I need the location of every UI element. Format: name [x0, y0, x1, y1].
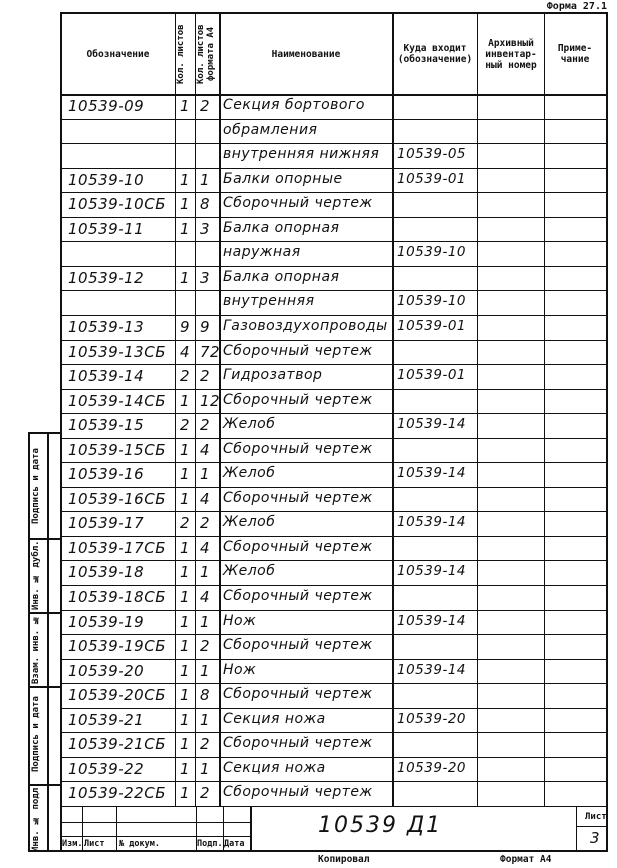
- cell-name: Сборочный чертеж: [223, 489, 373, 506]
- side-label-inv-dubl: Инв. № дубл.: [31, 540, 41, 610]
- cell-qty: 1: [180, 538, 191, 557]
- header-notes: Приме- чание: [557, 43, 593, 65]
- cell-qty: 1: [180, 489, 191, 508]
- cell-qty-a4: 1: [200, 612, 211, 631]
- cell-designation: 10539-18СБ: [68, 588, 166, 607]
- grid-line: [60, 340, 606, 341]
- cell-name: Секция ножа: [223, 710, 326, 727]
- grid-line: [60, 266, 606, 267]
- header-where-used: Куда входит (обозначение): [397, 43, 473, 65]
- grid-line: [576, 806, 577, 850]
- grid-line: [195, 12, 196, 806]
- cell-designation: 10539-17СБ: [68, 538, 166, 557]
- cell-designation: 10539-14СБ: [68, 391, 166, 410]
- cell-qty-a4: 4: [200, 489, 211, 508]
- cell-name: обрамления: [223, 121, 318, 138]
- cell-qty-a4: 2: [200, 514, 211, 533]
- cell-name: Сборочный чертеж: [223, 440, 373, 457]
- cell-name: Желоб: [223, 465, 276, 482]
- cell-name: Желоб: [223, 416, 276, 433]
- cell-designation: 10539-11: [68, 219, 145, 238]
- cell-name: Сборочный чертеж: [223, 391, 373, 408]
- grid-line: [60, 487, 606, 488]
- grid-line: [60, 757, 606, 758]
- cell-where-used: 10539-01: [397, 170, 466, 187]
- cell-where-used: 10539-01: [397, 317, 466, 334]
- grid-line: [60, 290, 606, 291]
- cell-designation: 10539-19: [68, 612, 145, 631]
- header-archive: Архивный инвентар- ный номер: [485, 37, 537, 71]
- cell-designation: 10539-10СБ: [68, 195, 166, 214]
- cell-qty: 1: [180, 563, 191, 582]
- cell-designation: 10539-13: [68, 317, 145, 336]
- tb-sign: Подп.: [197, 839, 223, 849]
- cell-qty: 1: [180, 637, 191, 656]
- cell-name: Желоб: [223, 514, 276, 531]
- cell-qty: 2: [180, 367, 191, 386]
- cell-where-used: 10539-14: [397, 661, 466, 678]
- grid-line: [60, 850, 606, 852]
- cell-name: Сборочный чертеж: [223, 588, 373, 605]
- side-label-vzam-inv: Взам. инв. №: [31, 614, 41, 684]
- tb-doc-no: № докум.: [119, 839, 160, 849]
- footer-format: Формат А4: [500, 854, 552, 865]
- form-label: Форма 27.1: [546, 1, 607, 12]
- cell-name: Газовоздухопроводы: [223, 317, 388, 334]
- cell-where-used: 10539-05: [397, 146, 466, 163]
- cell-qty: 1: [180, 440, 191, 459]
- grid-line: [60, 462, 606, 463]
- cell-designation: 10539-16СБ: [68, 489, 166, 508]
- grid-line: [48, 432, 49, 850]
- grid-line: [60, 822, 250, 823]
- cell-qty-a4: 12: [200, 391, 221, 410]
- cell-qty: 1: [180, 465, 191, 484]
- header-qty-sheets: Кол. листов: [176, 24, 186, 84]
- cell-qty-a4: 3: [200, 219, 211, 238]
- grid-line: [60, 732, 606, 733]
- cell-where-used: 10539-14: [397, 612, 466, 629]
- cell-qty: 1: [180, 735, 191, 754]
- grid-line: [606, 12, 608, 852]
- grid-line: [175, 12, 176, 806]
- cell-qty-a4: 1: [200, 710, 211, 729]
- grid-line: [60, 438, 606, 439]
- cell-name: Сборочный чертеж: [223, 735, 373, 752]
- cell-name: Сборочный чертеж: [223, 195, 373, 212]
- cell-where-used: 10539-14: [397, 563, 466, 580]
- cell-qty: 1: [180, 195, 191, 214]
- grid-line: [60, 241, 606, 242]
- cell-designation: 10539-17: [68, 514, 145, 533]
- grid-line: [60, 511, 606, 512]
- grid-line: [28, 432, 60, 434]
- cell-qty: 4: [180, 342, 191, 361]
- grid-line: [60, 12, 62, 850]
- grid-line: [60, 536, 606, 537]
- cell-qty-a4: 1: [200, 465, 211, 484]
- cell-name: Нож: [223, 661, 257, 678]
- cell-qty-a4: 2: [200, 416, 211, 435]
- cell-designation: 10539-14: [68, 367, 145, 386]
- cell-name: Секция ножа: [223, 759, 326, 776]
- cell-designation: 10539-12: [68, 268, 145, 287]
- grid-line: [60, 806, 606, 807]
- cell-qty-a4: 1: [200, 563, 211, 582]
- header-designation: Обозначение: [86, 48, 150, 60]
- grid-line: [60, 389, 606, 390]
- grid-line: [116, 806, 117, 850]
- cell-qty: 1: [180, 219, 191, 238]
- grid-line: [60, 192, 606, 193]
- grid-line: [60, 168, 606, 169]
- cell-qty: 1: [180, 759, 191, 778]
- side-label-sign-date-2: Подпись и дата: [31, 448, 41, 524]
- cell-where-used: 10539-10: [397, 293, 466, 310]
- grid-line: [60, 683, 606, 684]
- cell-qty-a4: 8: [200, 195, 211, 214]
- cell-qty-a4: 2: [200, 637, 211, 656]
- cell-qty-a4: 72: [200, 342, 221, 361]
- cell-where-used: 10539-01: [397, 367, 466, 384]
- cell-name: внутренняя нижняя: [223, 146, 380, 163]
- cell-designation: 10539-22: [68, 759, 145, 778]
- cell-qty: 1: [180, 612, 191, 631]
- side-label-inv-orig: Инв. № подл.: [31, 782, 41, 852]
- grid-line: [60, 610, 606, 611]
- cell-name: Балки опорные: [223, 170, 343, 187]
- cell-qty: 1: [180, 97, 191, 115]
- cell-qty-a4: 8: [200, 686, 211, 705]
- grid-line: [60, 315, 606, 316]
- cell-qty: 2: [180, 514, 191, 533]
- tb-sheet-label: Лист: [585, 812, 607, 822]
- cell-designation: 10539-16: [68, 465, 145, 484]
- tb-date: Дата: [224, 839, 245, 849]
- cell-designation: 10539-21: [68, 710, 145, 729]
- cell-name: Сборочный чертеж: [223, 784, 373, 801]
- cell-qty-a4: 1: [200, 661, 211, 680]
- cell-qty: 1: [180, 686, 191, 705]
- grid-line: [60, 413, 606, 414]
- grid-line: [60, 364, 606, 365]
- cell-name: Желоб: [223, 563, 276, 580]
- grid-line: [60, 119, 606, 120]
- cell-name: Сборочный чертеж: [223, 342, 373, 359]
- cell-qty: 1: [180, 170, 191, 189]
- cell-designation: 10539-09: [68, 97, 145, 115]
- cell-where-used: 10539-20: [397, 710, 466, 727]
- cell-name: Сборочный чертеж: [223, 538, 373, 555]
- cell-qty: 1: [180, 391, 191, 410]
- cell-where-used: 10539-14: [397, 514, 466, 531]
- cell-designation: 10539-18: [68, 563, 145, 582]
- cell-qty: 9: [180, 317, 191, 336]
- cell-qty: 1: [180, 661, 191, 680]
- cell-name: Секция бортового: [223, 97, 365, 113]
- header-qty-sheets-a4: Кол. листов формата А4: [196, 24, 216, 84]
- side-label-sign-date-1: Подпись и дата: [31, 696, 41, 772]
- cell-qty-a4: 2: [200, 784, 211, 803]
- sheet-number: 3: [590, 829, 601, 847]
- grid-line: [60, 143, 606, 144]
- cell-designation: 10539-13СБ: [68, 342, 166, 361]
- cell-designation: 10539-20: [68, 661, 145, 680]
- grid-line: [576, 826, 606, 827]
- cell-name: Нож: [223, 612, 257, 629]
- document-code: 10539 Д1: [318, 813, 443, 838]
- cell-qty-a4: 1: [200, 170, 211, 189]
- cell-qty-a4: 3: [200, 268, 211, 287]
- grid-line: [60, 217, 606, 218]
- grid-line: [250, 806, 252, 850]
- grid-line: [60, 659, 606, 660]
- cell-where-used: 10539-14: [397, 465, 466, 482]
- cell-designation: 10539-15: [68, 416, 145, 435]
- cell-qty-a4: 2: [200, 735, 211, 754]
- tb-izm: Изм.: [62, 839, 83, 849]
- cell-name: внутренняя: [223, 293, 315, 310]
- grid-line: [60, 781, 606, 782]
- grid-line: [544, 12, 545, 806]
- cell-qty: 2: [180, 416, 191, 435]
- cell-qty: 1: [180, 268, 191, 287]
- grid-line: [60, 585, 606, 586]
- cell-name: Балка опорная: [223, 268, 340, 285]
- cell-qty: 1: [180, 710, 191, 729]
- grid-line: [60, 836, 250, 837]
- cell-name: Сборочный чертеж: [223, 686, 373, 703]
- cell-designation: 10539-21СБ: [68, 735, 166, 754]
- cell-name: наружная: [223, 244, 301, 261]
- cell-qty-a4: 2: [200, 97, 211, 115]
- cell-qty-a4: 4: [200, 440, 211, 459]
- cell-designation: 10539-15СБ: [68, 440, 166, 459]
- cell-qty-a4: 2: [200, 367, 211, 386]
- footer-copied: Копировал: [318, 854, 370, 865]
- cell-qty-a4: 4: [200, 588, 211, 607]
- cell-qty: 1: [180, 784, 191, 803]
- grid-line: [392, 12, 394, 806]
- cell-name: Сборочный чертеж: [223, 637, 373, 654]
- cell-name: Гидрозатвор: [223, 367, 323, 384]
- cell-where-used: 10539-10: [397, 244, 466, 261]
- cell-where-used: 10539-20: [397, 759, 466, 776]
- cell-qty-a4: 9: [200, 317, 211, 336]
- grid-line: [60, 708, 606, 709]
- cell-qty-a4: 4: [200, 538, 211, 557]
- cell-qty: 1: [180, 588, 191, 607]
- grid-line: [60, 634, 606, 635]
- cell-designation: 10539-19СБ: [68, 637, 166, 656]
- cell-qty-a4: 1: [200, 759, 211, 778]
- grid-line: [60, 94, 606, 96]
- cell-designation: 10539-10: [68, 170, 145, 189]
- cell-name: Балка опорная: [223, 219, 340, 236]
- tb-list: Лист: [84, 839, 105, 849]
- grid-line: [28, 432, 30, 850]
- cell-designation: 10539-20СБ: [68, 686, 166, 705]
- cell-where-used: 10539-14: [397, 416, 466, 433]
- grid-line: [477, 12, 478, 806]
- header-name: Наименование: [271, 48, 341, 60]
- grid-line: [60, 560, 606, 561]
- cell-designation: 10539-22СБ: [68, 784, 166, 803]
